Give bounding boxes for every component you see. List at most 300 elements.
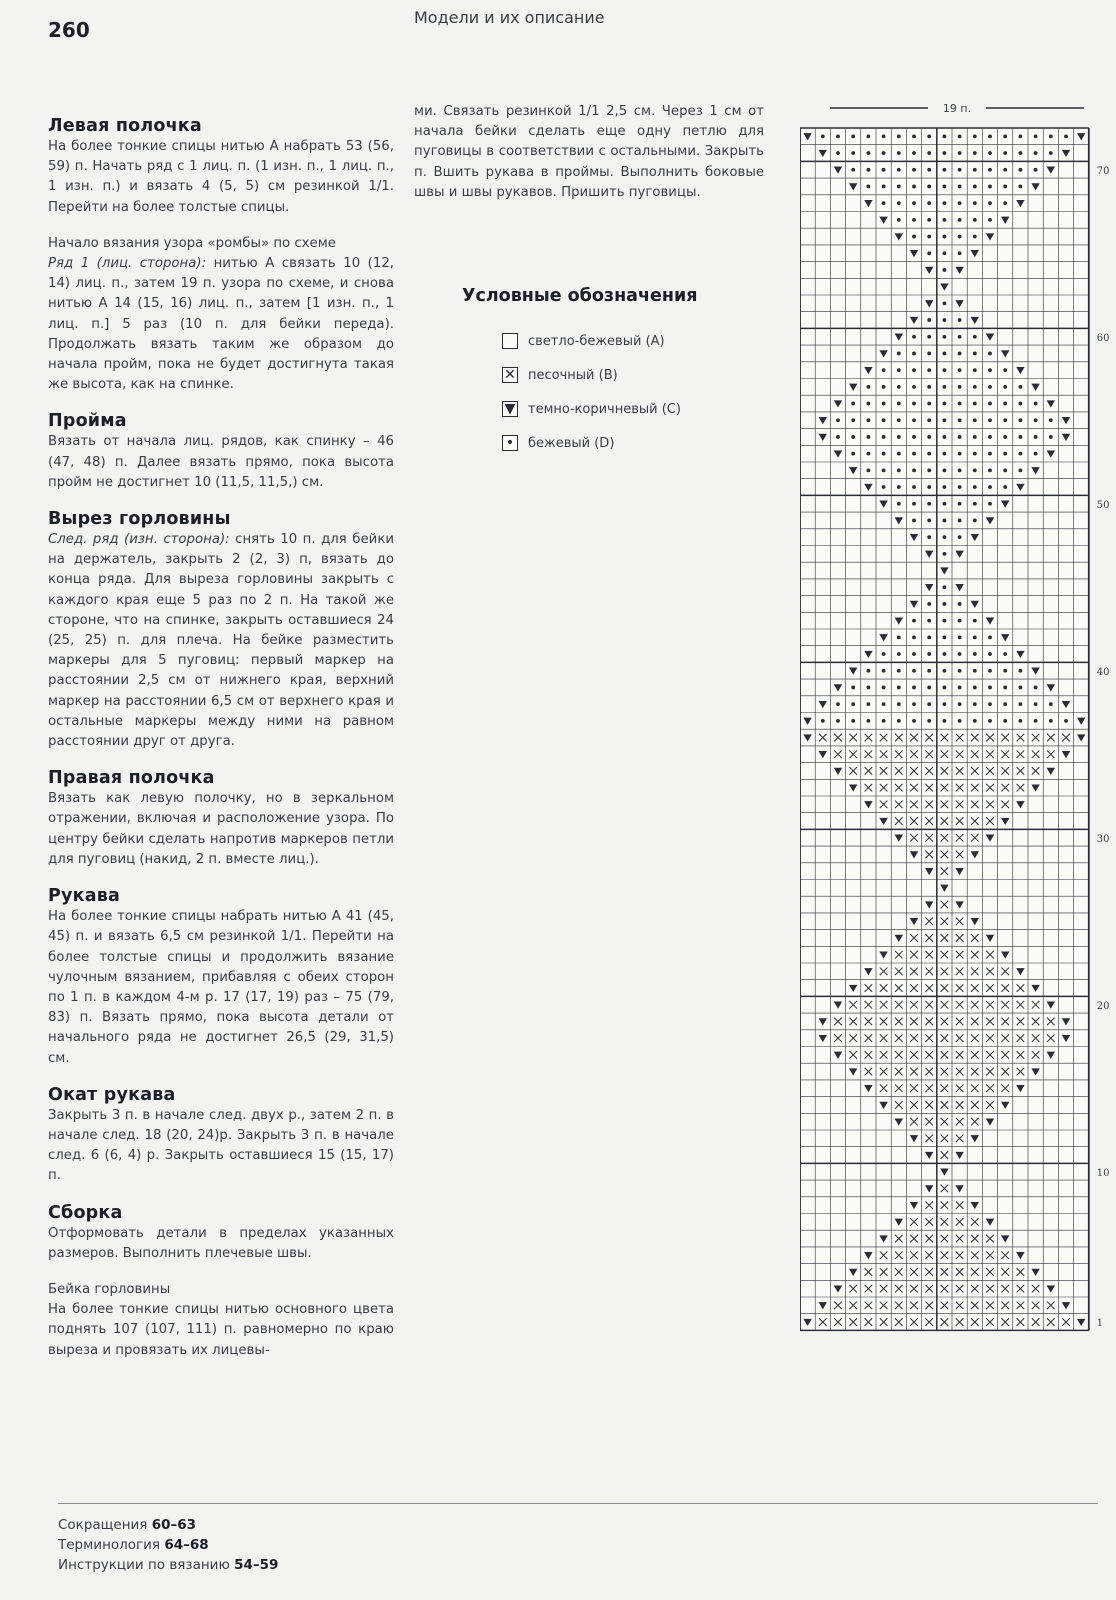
row-number: 20 [1096,1000,1110,1012]
dot-stitch-mark [912,452,916,456]
dot-stitch-mark [927,201,931,205]
dot-stitch-mark [912,519,916,523]
dot-stitch-mark [1003,134,1007,138]
dot-stitch-mark [897,168,901,172]
dot-stitch-mark [943,452,947,456]
dot-stitch-mark [973,502,977,506]
legend-label: бежевый (D) [528,435,615,451]
dot-stitch-mark [973,218,977,222]
footer-references [58,1515,278,1575]
dot-stitch-mark [958,702,962,706]
dot-stitch-mark [1034,702,1038,706]
dot-stitch-mark [943,535,947,539]
dot-stitch-mark [1019,435,1023,439]
dot-stitch-mark [958,402,962,406]
dot-stitch-mark [1019,719,1023,723]
dot-stitch-mark [943,669,947,673]
dot-stitch-mark [897,702,901,706]
dot-stitch-mark [943,134,947,138]
dot-stitch-mark [912,435,916,439]
dot-stitch-mark [943,719,947,723]
dot-stitch-mark [1019,168,1023,172]
legend-label: темно-коричневый (C) [528,401,681,417]
dot-stitch-mark [927,402,931,406]
row-number: 1 [1096,1318,1104,1330]
dot-stitch-mark [943,185,947,189]
dot-stitch-mark [1003,201,1007,205]
dot-stitch-mark [897,201,901,205]
dot-stitch-mark [927,502,931,506]
dot-stitch-mark [912,719,916,723]
dot-stitch-mark [958,669,962,673]
paragraph [48,1280,394,1361]
dot-stitch-mark [882,452,886,456]
dot-stitch-mark [988,686,992,690]
dot-stitch-mark [867,702,871,706]
dot-stitch-mark [882,702,886,706]
dot-stitch-mark [836,151,840,155]
dot-stitch-mark [882,368,886,372]
row-number: 50 [1096,499,1110,511]
dot-stitch-mark [912,485,916,489]
dot-stitch-mark [912,652,916,656]
dot-stitch-mark [1034,686,1038,690]
dot-stitch-mark [943,686,947,690]
dot-stitch-mark [867,402,871,406]
section-sleeves [48,886,394,1069]
dot-stitch-mark [1019,468,1023,472]
dot-stitch-mark [927,418,931,422]
dot-stitch-mark [943,619,947,623]
dot-stitch-mark [927,468,931,472]
dot-stitch-mark [1003,168,1007,172]
dot-stitch-mark [927,702,931,706]
dot-stitch-mark [973,201,977,205]
dot-stitch-mark [927,719,931,723]
dot-stitch-mark [927,635,931,639]
section-title: Сборка [48,1202,123,1223]
section-neckline [48,509,394,752]
legend-label: песочный (B) [528,367,618,383]
dot-stitch-mark [1034,134,1038,138]
dot-stitch-mark [958,185,962,189]
dot-stitch-mark [882,185,886,189]
dot-stitch-mark [851,452,855,456]
dot-stitch-mark [1049,719,1053,723]
dot-stitch-mark [958,719,962,723]
dot-stitch-mark [973,185,977,189]
dot-stitch-mark [897,669,901,673]
middle-column [414,102,764,203]
dot-stitch-mark [1049,151,1053,155]
dot-stitch-mark [912,619,916,623]
dot-stitch-mark [836,719,840,723]
dot-stitch-mark [958,435,962,439]
dot-stitch-mark [882,468,886,472]
dot-stitch-mark [1019,702,1023,706]
dot-stitch-mark [897,686,901,690]
dot-stitch-mark [851,719,855,723]
dot-stitch-mark [988,168,992,172]
dot-stitch-mark [836,702,840,706]
dot-stitch-mark [867,185,871,189]
dot-stitch-mark [958,318,962,322]
chart-cells [800,128,1089,1330]
dot-stitch-mark [1003,485,1007,489]
dot-stitch-mark [943,418,947,422]
paragraph: Закрыть 3 п. в начале след. двух р., затем 2 п. в начале след. 18 (20, 24)р. Закрыть 3 п. в начале след. 6 (6, 4) р. Закрыть оставшиеся 15 (15, 17) п. [48,1107,394,1184]
dot-stitch-mark [943,402,947,406]
dot-stitch-mark [927,168,931,172]
dot-stitch-mark [958,452,962,456]
dot-stitch-mark [1034,719,1038,723]
dot-stitch-mark [973,468,977,472]
footer-link-text: Терминология [58,1537,161,1553]
dot-stitch-mark [958,335,962,339]
row-number: 70 [1096,165,1110,177]
dot-stitch-mark [897,485,901,489]
dot-stitch-mark [851,702,855,706]
dot-stitch-mark [958,368,962,372]
dot-stitch-mark [1003,418,1007,422]
legend-item-b [462,358,762,392]
legend-item-d [462,426,762,460]
dot-stitch-mark [973,619,977,623]
dot-stitch-mark [973,235,977,239]
dot-stitch-mark [958,201,962,205]
dot-stitch-mark [897,368,901,372]
dot-stitch-mark [867,385,871,389]
dot-stitch-mark [943,485,947,489]
dot-stitch-mark [897,435,901,439]
dot-stitch-mark [988,719,992,723]
dot-stitch-mark [943,552,947,556]
dot-stitch-mark [927,519,931,523]
paragraph-text: нитью А связать 10 (12, 14) лиц. п., затем 19 п. узора по схеме, и снова нитью А 14 (15, 16) лиц. п., затем [1 изн. п., 1 лиц. п.] 5 раз (10 п. для бейки переда). Продолжать вязать таким же образом до начала пройм, пока не будет достигнута такая же высота, как на спинке. [48,256,395,393]
dot-stitch-mark [1019,151,1023,155]
dot-stitch-mark [897,352,901,356]
dot-stitch-mark [973,335,977,339]
dot-stitch-mark [927,686,931,690]
dot-stitch-mark [973,435,977,439]
dot-stitch-mark [912,168,916,172]
dot-stitch-mark [958,235,962,239]
dot-stitch-mark [988,402,992,406]
dot-stitch-mark [927,185,931,189]
dot-stitch-mark [958,602,962,606]
section-title: Пройма [48,411,127,432]
dot-stitch-mark [973,485,977,489]
dot-stitch-mark [897,635,901,639]
legend-title: Условные обозначения [462,286,698,306]
dot-stitch-mark [927,652,931,656]
dot-stitch-mark [927,669,931,673]
dot-stitch-mark [882,134,886,138]
dot-stitch-mark [927,535,931,539]
dot-stitch-mark [927,218,931,222]
dot-stitch-mark [882,418,886,422]
dot-stitch-mark [973,402,977,406]
dot-stitch-mark [882,385,886,389]
dot-stitch-mark [927,602,931,606]
section-assembly [48,1203,394,1361]
dot-stitch-mark [897,719,901,723]
dot-stitch-mark [912,385,916,389]
dot-stitch-mark [943,251,947,255]
footer-link-pages: 54–59 [234,1557,279,1573]
dot-stitch-mark [851,168,855,172]
dot-stitch-mark [882,201,886,205]
dot-stitch-mark [897,652,901,656]
left-column [48,116,394,1373]
dot-stitch-mark [1003,686,1007,690]
dot-stitch-mark [943,368,947,372]
dot-stitch-mark [1003,652,1007,656]
dot-stitch-mark [988,652,992,656]
dot-stitch-mark [958,168,962,172]
dot-stitch-mark [1064,719,1068,723]
paragraph: Вязать как левую полочку, но в зеркальном отражении, включая и расположение узора. По центру бейки сделать напротив маркеров петли для пуговиц (накид, 2 п. вместе лиц.). [48,791,394,867]
dot-stitch-mark [943,301,947,305]
footer-divider [58,1503,1098,1504]
dot-stitch-mark [958,468,962,472]
dot-stitch-mark [897,468,901,472]
dot-stitch-mark [943,702,947,706]
dot-stitch-mark [1003,402,1007,406]
dot-stitch-mark [851,134,855,138]
dot-stitch-mark [912,468,916,472]
cross-icon: ✕ [502,367,518,383]
dot-stitch-mark [867,418,871,422]
footer-link[interactable] [58,1515,278,1535]
dot-stitch-mark [882,402,886,406]
dot-stitch-mark [943,151,947,155]
dot-stitch-mark [973,519,977,523]
dot-stitch-mark [927,619,931,623]
dot-stitch-mark [958,418,962,422]
dot-stitch-mark [882,435,886,439]
dot-stitch-mark [897,151,901,155]
legend-item-c [462,392,762,426]
dot-stitch-mark [1049,702,1053,706]
dot-stitch-mark [867,669,871,673]
section-sleeve-cap [48,1085,394,1187]
footer-link[interactable] [58,1535,278,1555]
section-title: Левая полочка [48,116,202,136]
section-armhole [48,411,394,493]
footer-link-text: Сокращения [58,1517,148,1533]
dot-stitch-mark [1019,385,1023,389]
dot-stitch-mark [1003,702,1007,706]
dot-stitch-mark [988,702,992,706]
paragraph-text: На более тонкие спицы нитью основного цвета поднять 107 (107, 111) п. равномерно по краю выреза и провязать их лицевы- [48,1302,394,1358]
dot-stitch-mark [943,519,947,523]
dot-stitch-mark [1003,435,1007,439]
dot-stitch-mark [912,669,916,673]
knitting-chart [800,96,1116,1346]
dot-stitch-mark [882,719,886,723]
dot-stitch-mark [973,635,977,639]
dot-stitch-mark [988,151,992,155]
dot-stitch-mark [882,151,886,155]
dot-stitch-mark [958,502,962,506]
footer-link-text: Инструкции по вязанию [58,1557,230,1573]
paragraph: Вязать от начала лиц. рядов, как спинку – 46 (47, 48) п. Далее вязать прямо, пока высота пройм не достигнет 10 (11,5, 11,5,) см. [48,434,394,490]
section-title: Рукава [48,886,121,907]
dot-stitch-mark [973,452,977,456]
dot-stitch-mark [882,168,886,172]
dot-stitch-mark [897,134,901,138]
dot-stitch-mark [897,385,901,389]
dot-stitch-mark [821,134,825,138]
dot-stitch-mark [1019,686,1023,690]
dot-stitch-mark [958,652,962,656]
section-left-front [48,116,394,395]
dot-stitch-mark [958,535,962,539]
dot-stitch-mark [912,201,916,205]
dot-stitch-mark [1034,452,1038,456]
dot-stitch-mark [927,352,931,356]
chart-legend [462,286,762,460]
dot-stitch-mark [1034,418,1038,422]
dot-stitch-mark [912,134,916,138]
paragraph [48,254,394,395]
dot-stitch-mark [927,452,931,456]
width-label-top: 19 п. [942,102,972,115]
footer-link-pages: 64–68 [164,1537,209,1553]
dot-stitch-mark [958,134,962,138]
dot-stitch-mark [988,201,992,205]
dot-stitch-mark [973,368,977,372]
dot-stitch-mark [988,134,992,138]
dot-stitch-mark [1034,402,1038,406]
paragraph-text: снять 10 п. для бейки на держатель, закрыть 2 (2, 3) п, вязать до конца ряда. Для выреза горловины закрыть с каждого края еще 5 раз по 2 п. На такой же стороне, что на спинке, закрыть оставшиеся 24 (25, 25) п. для плеча. На бейке разместить маркеры для 5 пуговиц: первый маркер на расстоянии 2,5 см от нижнего края, верхний маркер на расстоянии 6,5 см от верхнего края и остальные маркеры между ними на равном расстоянии друг от друга. [48,532,394,750]
row-number: 10 [1096,1167,1110,1179]
legend-label: светло-бежевый (A) [528,333,665,349]
dot-stitch-mark [1034,435,1038,439]
dot-stitch-mark [958,352,962,356]
dot-stitch-mark [851,418,855,422]
dot-stitch-mark [897,452,901,456]
dot-stitch-mark [943,352,947,356]
dot-stitch-mark [851,402,855,406]
dot-stitch-mark [1003,368,1007,372]
row-number: 30 [1096,833,1110,845]
dot-stitch-mark [943,602,947,606]
dot-stitch-mark [912,151,916,155]
row-number: 40 [1096,666,1110,678]
dot-stitch-mark [1064,134,1068,138]
dot-stitch-mark [851,151,855,155]
dot-stitch-mark [988,352,992,356]
dot-stitch-mark [943,218,947,222]
dot-stitch-mark [912,368,916,372]
dot-stitch-mark [1019,669,1023,673]
dot-stitch-mark [836,435,840,439]
dot-stitch-mark [912,686,916,690]
dot-stitch-mark [973,168,977,172]
dot-stitch-mark [988,218,992,222]
dot-stitch-mark [912,185,916,189]
dot-stitch-mark [912,635,916,639]
dot-stitch-mark [973,151,977,155]
section-title: Правая полочка [48,768,215,789]
dot-stitch-mark [867,151,871,155]
dot-stitch-mark [867,719,871,723]
dot-stitch-mark [958,218,962,222]
dot-stitch-mark [943,502,947,506]
empty-square-icon [502,333,518,349]
dot-stitch-mark [912,418,916,422]
dot-stitch-mark [1049,134,1053,138]
dot-stitch-mark [912,235,916,239]
dot-stitch-mark [1019,452,1023,456]
italic-lead: След. ряд (изн. сторона): [48,532,230,548]
section-title: Окат рукава [48,1084,176,1105]
dot-stitch-mark [882,485,886,489]
dot-stitch-mark [973,134,977,138]
footer-link[interactable] [58,1555,278,1575]
running-head: Модели и их описание [414,8,605,27]
continued-paragraph: ми. Связать резинкой 1/1 2,5 см. Через 1 см от начала бейки сделать еще одну петлю для пуговицы в соответствии с остальными. Закрыть п. Вшить рукава в проймы. Выполнить боковые швы и швы рукавов. Пришить пуговицы. [414,104,764,200]
dot-stitch-mark [927,485,931,489]
paragraph [48,530,394,752]
dot-stitch-mark [958,619,962,623]
dot-stitch-mark [988,502,992,506]
page-number: 260 [48,18,90,42]
dot-stitch-mark [927,151,931,155]
dot-stitch-mark [973,652,977,656]
dot-stitch-mark [1034,151,1038,155]
dot-stitch-mark [912,702,916,706]
italic-lead: Ряд 1 (лиц. сторона): [48,256,207,272]
dot-stitch-mark [988,468,992,472]
dot-stitch-mark [912,335,916,339]
dot-stitch-mark [1003,719,1007,723]
dot-stitch-mark [927,385,931,389]
dot-stitch-mark [988,452,992,456]
dot-stitch-mark [988,435,992,439]
dot-stitch-mark [973,719,977,723]
dot-stitch-mark [867,686,871,690]
dot-stitch-mark [988,368,992,372]
paragraph: Начало вязания узора «ромбы» по схеме [48,235,336,251]
paragraph: На более тонкие спицы нитью А набрать 53 (56, 59) п. Начать ряд с 1 лиц. п. (1 изн. п., 1 лиц. п., 1 изн. п.) и вязать 4 (5, 5) см резинкой 1/1. Перейти на более толстые спицы. [48,139,394,215]
dot-stitch-mark [927,251,931,255]
dot-stitch-mark [943,318,947,322]
dot-stitch-mark [943,201,947,205]
dot-stitch-mark [1019,418,1023,422]
dot-stitch-mark [927,235,931,239]
dot-stitch-mark [1003,452,1007,456]
paragraph: На более тонкие спицы набрать нитью А 41 (45, 45) п. и вязать 6,5 см резинкой 1/1. Перейти на более толстые спицы и продолжить вязание чулочным вязанием, прибавляя с обеих сторон по 1 п. в каждом 4-м р. 17 (17, 19) раз – 75 (79, 83) п. Вязать прямо, пока высота детали от начального ряда не достигнет 26,5 (29, 31,5) см. [48,909,394,1066]
dot-stitch-mark [943,235,947,239]
subsection-title: Бейка горловины [48,1281,171,1297]
dot-stitch-mark [988,669,992,673]
dot-stitch-mark [943,268,947,272]
dot-stitch-mark [927,335,931,339]
dot-stitch-mark [958,485,962,489]
dot-stitch-mark [973,352,977,356]
dot-stitch-mark [882,652,886,656]
dot-stitch-mark [897,402,901,406]
section-right-front [48,768,394,870]
dot-stitch-mark [988,385,992,389]
dot-stitch-mark [958,385,962,389]
dot-stitch-mark [1019,134,1023,138]
dot-stitch-mark [1003,185,1007,189]
dot-stitch-mark [867,452,871,456]
